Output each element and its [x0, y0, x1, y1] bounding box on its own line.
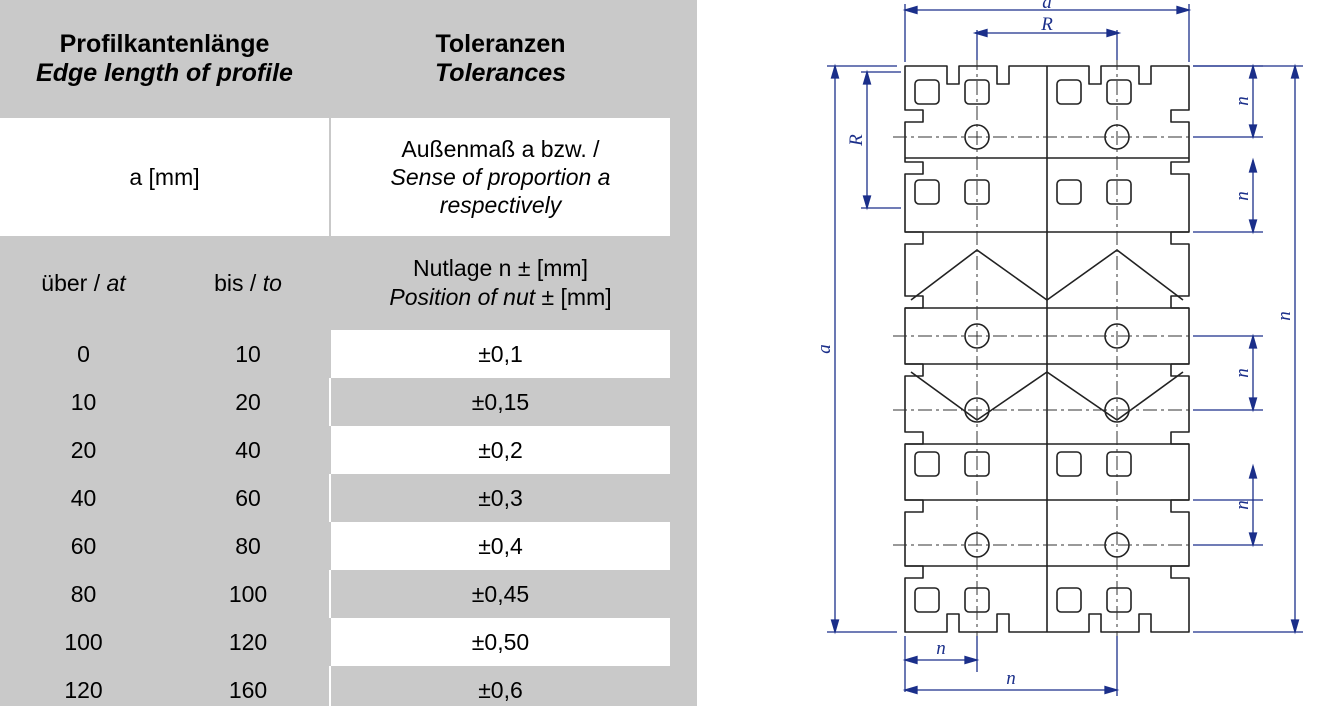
profile-corner-void — [915, 588, 939, 612]
subheader-nut-position-unit: ± [mm] — [535, 284, 612, 310]
cell-tolerance: ±0,15 — [330, 378, 670, 426]
label-left-R: R — [846, 134, 867, 146]
cell-tolerance: ±0,2 — [330, 426, 670, 474]
label-top-a: a — [1042, 0, 1052, 13]
profile-outline-group — [905, 66, 1189, 632]
label-right-n-1: n — [1232, 96, 1253, 106]
table-row — [0, 618, 670, 666]
cell-from: 40 — [70, 484, 97, 511]
dim-arrow — [1250, 125, 1257, 137]
cell-from: 100 — [64, 628, 103, 655]
cell-tolerance: ±0,1 — [330, 330, 670, 378]
tolerance-table — [0, 0, 670, 706]
dim-arrow — [1177, 7, 1189, 14]
cell-to: 160 — [228, 676, 268, 703]
label-right-n-3: n — [1232, 368, 1253, 378]
profile-corner-void — [1057, 180, 1081, 204]
profile-corner-void — [1057, 588, 1081, 612]
dim-arrow — [1292, 620, 1299, 632]
table-row — [0, 330, 670, 378]
subheader-to-de: bis / — [214, 269, 263, 296]
subheader-outer-dimension-en: Sense of proportion a respectively — [390, 163, 611, 219]
dim-arrow — [1250, 533, 1257, 545]
dim-arrow — [1105, 687, 1117, 694]
dim-arrow — [965, 657, 977, 664]
subheader-a-mm-label: a [mm] — [129, 163, 200, 190]
table-row — [0, 570, 670, 618]
subheader-nut-position-en-wrap — [331, 283, 670, 312]
header-cell-tolerances — [330, 0, 670, 118]
cell-to: 10 — [235, 340, 261, 367]
header-cell-edge-length — [0, 0, 330, 118]
table-subheader-row-2 — [0, 236, 670, 330]
header-edge-length-de: Profilkantenlänge — [59, 29, 270, 58]
cell-to: 120 — [228, 628, 268, 655]
table-row — [0, 474, 670, 522]
label-right-n-outer: n — [1274, 311, 1295, 321]
table-row — [0, 378, 670, 426]
label-bottom-n-small: n — [936, 638, 946, 659]
label-top-R: R — [1041, 14, 1053, 35]
cell-tolerance: ±0,6 — [330, 666, 670, 706]
subheader-nut-position-en: Position of nut — [389, 284, 536, 310]
dim-arrow — [1292, 66, 1299, 78]
dim-arrow — [1250, 66, 1257, 78]
subheader-from-en: at — [106, 269, 126, 296]
label-right-n-2: n — [1232, 191, 1253, 201]
subheader-cell-from — [0, 236, 167, 330]
profile-corner-void — [915, 80, 939, 104]
dim-arrow — [905, 657, 917, 664]
dimension-labels-group — [814, 0, 1295, 689]
subheader-cell-a-mm — [0, 118, 330, 236]
table-subheader-row-1 — [0, 118, 670, 236]
cell-from: 0 — [77, 340, 90, 367]
label-left-a: a — [814, 344, 835, 354]
dimension-lines-group — [827, 4, 1303, 696]
cell-from: 120 — [64, 676, 103, 703]
header-tolerances-en: Tolerances — [434, 59, 567, 87]
dim-arrow — [1250, 466, 1257, 478]
label-bottom-n-large: n — [1006, 668, 1016, 689]
subheader-outer-dimension-de: Außenmaß a bzw. / — [401, 135, 600, 162]
profile-corner-void — [915, 452, 939, 476]
subheader-from-de: über / — [41, 269, 107, 296]
header-edge-length-en: Edge length of profile — [36, 59, 293, 87]
profile-corner-void — [1107, 180, 1131, 204]
dim-arrow — [832, 66, 839, 78]
dim-arrow — [864, 196, 871, 208]
cell-to: 100 — [228, 580, 268, 607]
table-row — [0, 666, 670, 706]
cell-to: 40 — [235, 436, 261, 463]
cell-from: 80 — [70, 580, 97, 607]
dim-arrow — [905, 687, 917, 694]
cell-from: 10 — [70, 388, 97, 415]
dim-arrow — [1250, 220, 1257, 232]
profile-corner-void — [1107, 80, 1131, 104]
cell-from: 60 — [70, 532, 97, 559]
cell-tolerance: ±0,50 — [330, 618, 670, 666]
table-row — [0, 522, 670, 570]
label-right-n-4: n — [1232, 500, 1253, 510]
cell-tolerance: ±0,3 — [330, 474, 670, 522]
profile-corner-void — [1057, 452, 1081, 476]
subheader-nut-position-de: Nutlage n ± [mm] — [413, 255, 588, 282]
cell-tolerance: ±0,45 — [330, 570, 670, 618]
header-tolerances-de: Toleranzen — [435, 29, 566, 58]
drawing-svg — [697, 0, 1344, 706]
subheader-cell-outer-dimension — [330, 118, 670, 236]
table-header-row — [0, 0, 670, 118]
dim-arrow — [905, 7, 917, 14]
dim-arrow — [1250, 336, 1257, 348]
cell-from: 20 — [70, 436, 97, 463]
dim-arrow — [832, 620, 839, 632]
dim-arrow — [864, 72, 871, 84]
center-lines-group — [893, 56, 1203, 644]
cell-to: 20 — [235, 388, 261, 415]
subheader-cell-nut-position — [330, 236, 670, 330]
profile-corner-void — [1107, 452, 1131, 476]
subheader-to-en: to — [262, 269, 282, 296]
profile-technical-drawing — [697, 0, 1344, 706]
profile-corner-void — [1107, 588, 1131, 612]
cell-to: 60 — [235, 484, 261, 511]
profile-corner-void — [915, 180, 939, 204]
cell-to: 80 — [235, 532, 261, 559]
subheader-cell-to — [167, 236, 330, 330]
profile-corner-void — [1057, 80, 1081, 104]
cell-tolerance: ±0,4 — [330, 522, 670, 570]
dim-arrow — [1250, 398, 1257, 410]
table-row — [0, 426, 670, 474]
dim-arrow — [1250, 160, 1257, 172]
